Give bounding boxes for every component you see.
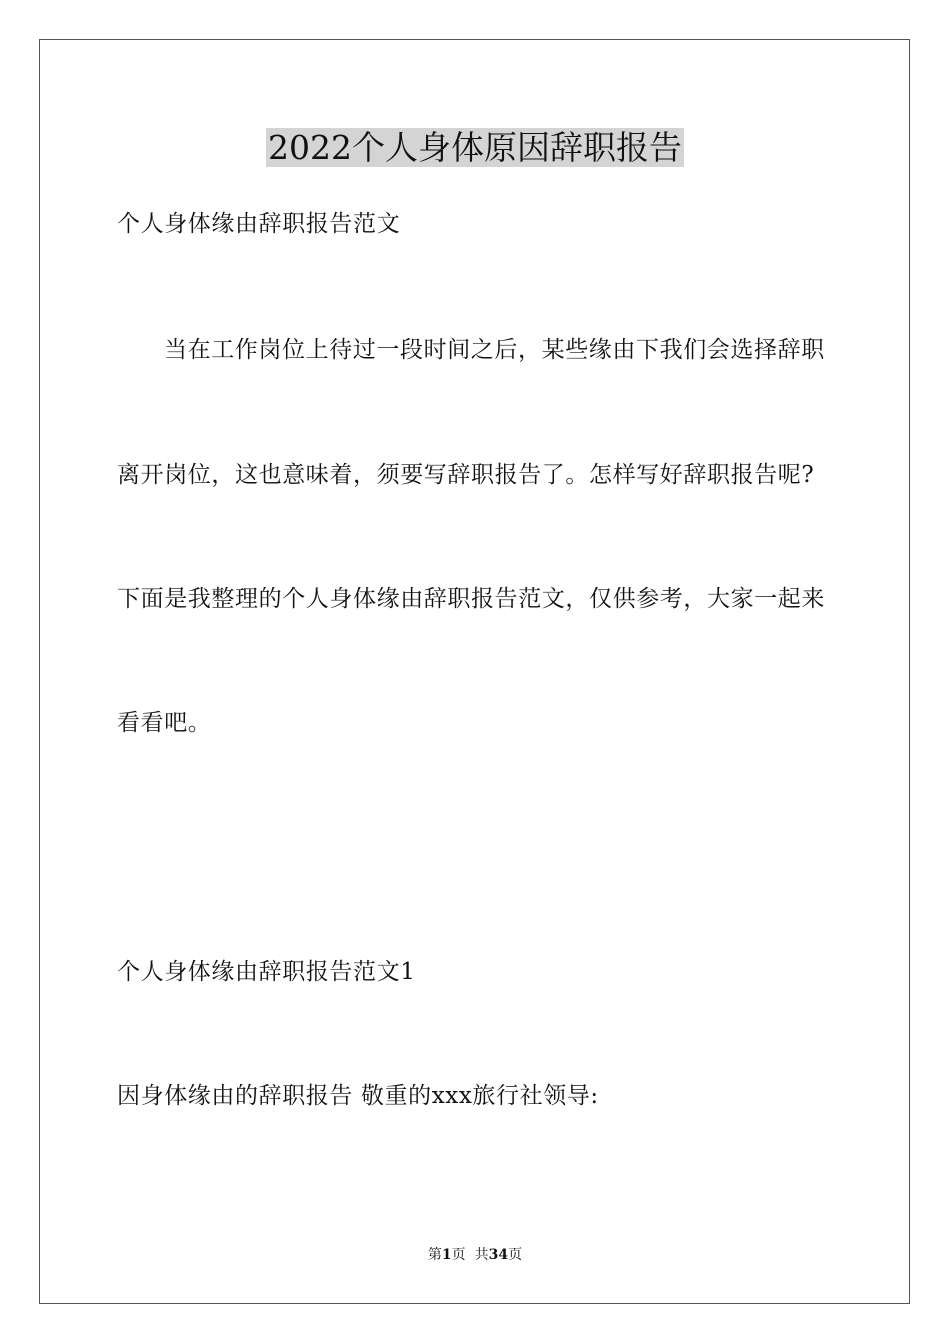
intro-line-3: 下面是我整理的个人身体缘由辞职报告范文，仅供参考，大家一起来 bbox=[117, 586, 825, 612]
page-footer bbox=[0, 1246, 950, 1264]
intro-line-2: 离开岗位，这也意味着，须要写辞职报告了。怎样写好辞职报告呢? bbox=[117, 462, 815, 488]
section-line: 因身体缘由的辞职报告 敬重的xxx旅行社领导: bbox=[117, 1083, 599, 1109]
title-text: 2022个人身体原因辞职报告 bbox=[268, 128, 682, 167]
subtitle: 个人身体缘由辞职报告范文 bbox=[117, 211, 401, 237]
footer-suffix: 页 bbox=[508, 1247, 523, 1263]
footer-total-pages: 34 bbox=[488, 1247, 509, 1263]
intro-line-1: 当在工作岗位上待过一段时间之后，某些缘由下我们会选择辞职 bbox=[164, 337, 825, 363]
document-title bbox=[0, 126, 950, 170]
intro-line-4: 看看吧。 bbox=[117, 710, 212, 736]
footer-middle: 页 共 bbox=[451, 1247, 489, 1263]
footer-prefix: 第 bbox=[427, 1247, 442, 1263]
footer-page-number: 1 bbox=[441, 1247, 452, 1263]
section-heading: 个人身体缘由辞职报告范文1 bbox=[117, 959, 416, 985]
